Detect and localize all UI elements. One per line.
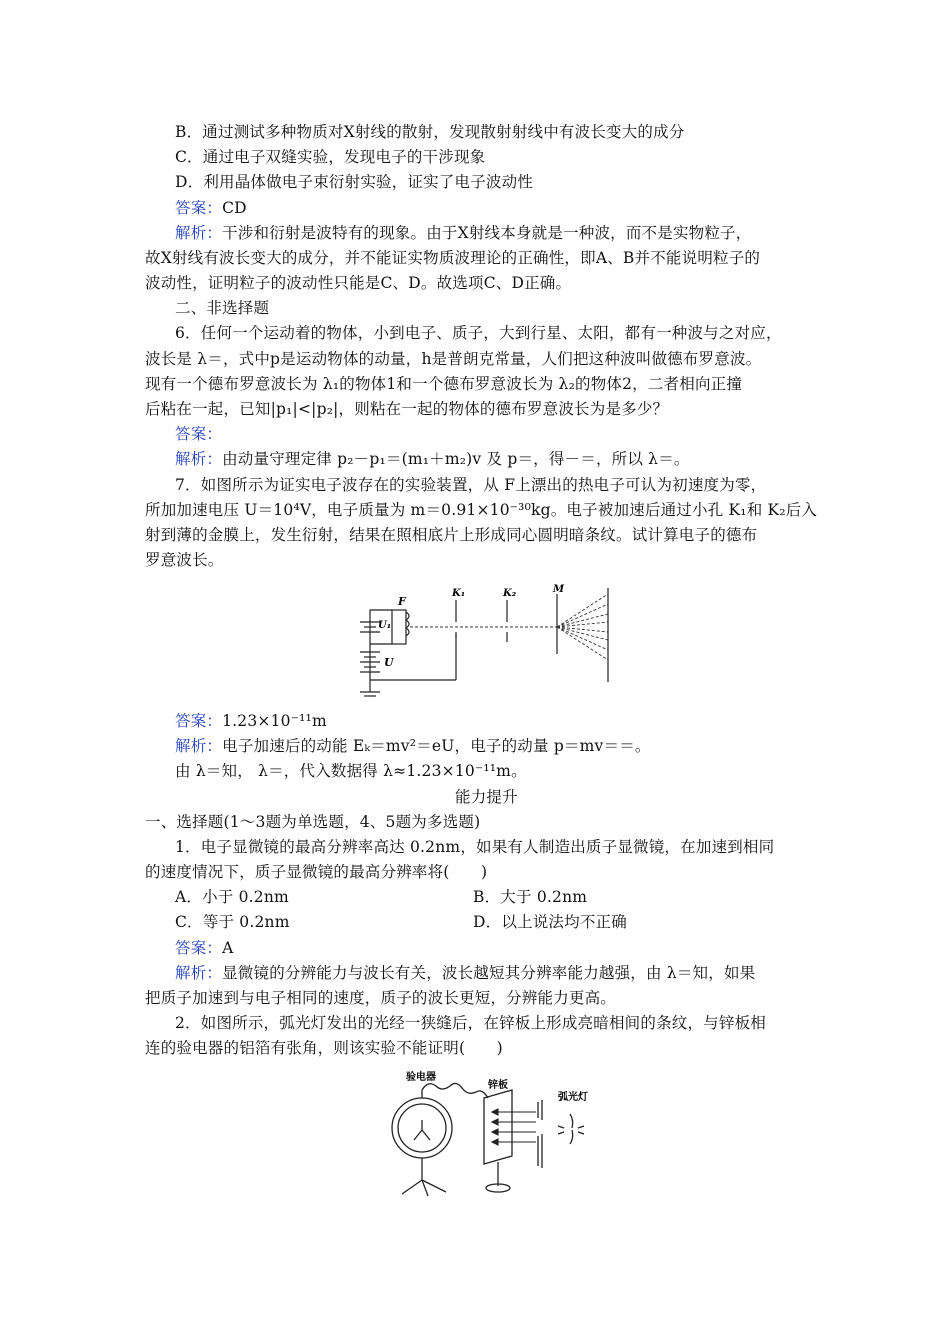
p1-option-b: B．大于 0.2nm xyxy=(473,888,588,906)
q7-line2: 所加加速电压 U＝10⁴V，电子质量为 m＝0.91×10⁻³⁰kg。电子被加速后通过小孔 K₁和 K₂后入 xyxy=(145,501,818,519)
p1-option-a: A．小于 0.2nm xyxy=(175,888,289,906)
analysis-label: 解析： xyxy=(175,964,223,982)
analysis-label: 解析： xyxy=(175,737,223,755)
analysis-label: 解析： xyxy=(175,450,223,468)
p1-line1: 1．电子显微镜的最高分辨率高达 0.2nm，如果有人制造出质子显微镜，在加速到相同 xyxy=(175,838,775,856)
p1-line2: 的速度情况下，质子显微镜的最高分辨率将( ) xyxy=(145,863,488,881)
label-u: U xyxy=(384,656,394,669)
q7-analysis-line1 xyxy=(175,736,651,756)
label-k2: K₂ xyxy=(503,588,517,599)
q6-answer-label: 答案： xyxy=(175,425,223,443)
p1-analysis-line2: 把质子加速到与电子相同的速度，质子的波长更短，分辨能力更高。 xyxy=(145,989,617,1007)
label-k1: K₁ xyxy=(452,588,466,599)
section-nonchoice-title: 二、非选择题 xyxy=(175,299,270,317)
q5-answer xyxy=(175,198,247,218)
q6-line3: 现有一个德布罗意波长为 λ₁的物体1和一个德布罗意波长为 λ₂的物体2，二者相向正撞 xyxy=(145,375,743,393)
q7-analysis-line2: 由 λ＝知， λ＝，代入数据得 λ≈1.23×10⁻¹¹m。 xyxy=(175,762,527,780)
q6-analysis xyxy=(175,449,690,469)
p1-option-d: D．以上说法均不正确 xyxy=(473,913,627,931)
q6-line2: 波长是 λ＝，式中p是运动物体的动量，h是普朗克常量，人们把这种波叫做德布罗意波。 xyxy=(145,350,762,368)
q5-option-c: C．通过电子双缝实验，发现电子的干涉现象 xyxy=(175,148,486,166)
q7-answer xyxy=(175,711,327,731)
photoelectric-diagram xyxy=(380,1068,600,1203)
q5-analysis-line2: 故X射线有波长变大的成分，并不能证实物质波理论的正确性，即A、B并不能说明粒子的 xyxy=(145,249,761,267)
apparatus-diagram xyxy=(350,582,630,700)
q5-option-d: D．利用晶体做电子束衍射实验，证实了电子波动性 xyxy=(175,173,534,191)
answer-label: 答案： xyxy=(175,939,223,957)
label-m: M xyxy=(553,584,565,595)
p2-line1: 2．如图所示，弧光灯发出的光经一狭缝后，在锌板上形成亮暗相间的条纹，与锌板相 xyxy=(175,1014,766,1032)
answer-label: 答案： xyxy=(175,712,223,730)
q7-line3: 射到薄的金膜上，发生衍射，结果在照相底片上形成同心圆明暗条纹。试计算电子的德布 xyxy=(145,526,758,544)
p1-option-c: C．等于 0.2nm xyxy=(175,913,290,931)
q5-option-b: B．通过测试多种物质对X射线的散射，发现散射射线中有波长变大的成分 xyxy=(175,123,685,141)
label-arc-lamp: 弧光灯 xyxy=(558,1092,588,1103)
label-electroscope: 验电器 xyxy=(406,1072,436,1083)
label-u1: U₁ xyxy=(378,620,392,631)
electron-diffraction-figure xyxy=(350,582,630,700)
p1-answer xyxy=(175,938,234,958)
answer-label: 答案： xyxy=(175,199,223,217)
section-choice-title: 一、选择题(1～3题为单选题，4、5题为多选题) xyxy=(145,813,481,831)
analysis-text: 干涉和衍射是波特有的现象。由于X射线本身就是一种波，而不是实物粒子， xyxy=(222,224,752,242)
analysis-label: 解析： xyxy=(175,224,223,242)
q6-line4: 后粘在一起，已知|p₁|<|p₂|，则粘在一起的物体的德布罗意波长为是多少？ xyxy=(145,400,669,418)
analysis-text: 显微镜的分辨能力与波长有关，波长越短其分辨率能力越强，由 λ＝知，如果 xyxy=(222,964,756,982)
label-f: F xyxy=(398,595,406,608)
q6-line1: 6．任何一个运动着的物体，小到电子、质子，大到行星、太阳，都有一种波与之对应， xyxy=(175,324,782,342)
analysis-text: 电子加速后的动能 Eₖ＝mv²＝eU，电子的动量 p＝mv＝＝。 xyxy=(222,737,651,755)
answer-value: 1.23×10⁻¹¹m xyxy=(222,712,327,730)
answer-value: A xyxy=(222,939,234,957)
q7-line1: 7．如图所示为证实电子波存在的实验装置，从 F上漂出的热电子可认为初速度为零， xyxy=(175,476,767,494)
q5-analysis-line3: 波动性，证明粒子的波动性只能是C、D。故选项C、D正确。 xyxy=(145,274,572,292)
p2-line2: 连的验电器的铝箔有张角，则该实验不能证明( ) xyxy=(145,1039,503,1057)
q5-analysis-line1 xyxy=(175,223,751,243)
analysis-text: 由动量守理定律 p₂－p₁＝(m₁＋m₂)v 及 p＝，得－＝，所以 λ＝。 xyxy=(222,450,690,468)
electroscope-figure xyxy=(380,1068,600,1203)
answer-value: CD xyxy=(222,199,247,217)
q7-line4: 罗意波长。 xyxy=(145,551,224,569)
label-zinc-plate: 锌板 xyxy=(488,1080,508,1091)
section-ability-title: 能力提升 xyxy=(455,788,518,806)
p1-analysis-line1 xyxy=(175,963,755,983)
